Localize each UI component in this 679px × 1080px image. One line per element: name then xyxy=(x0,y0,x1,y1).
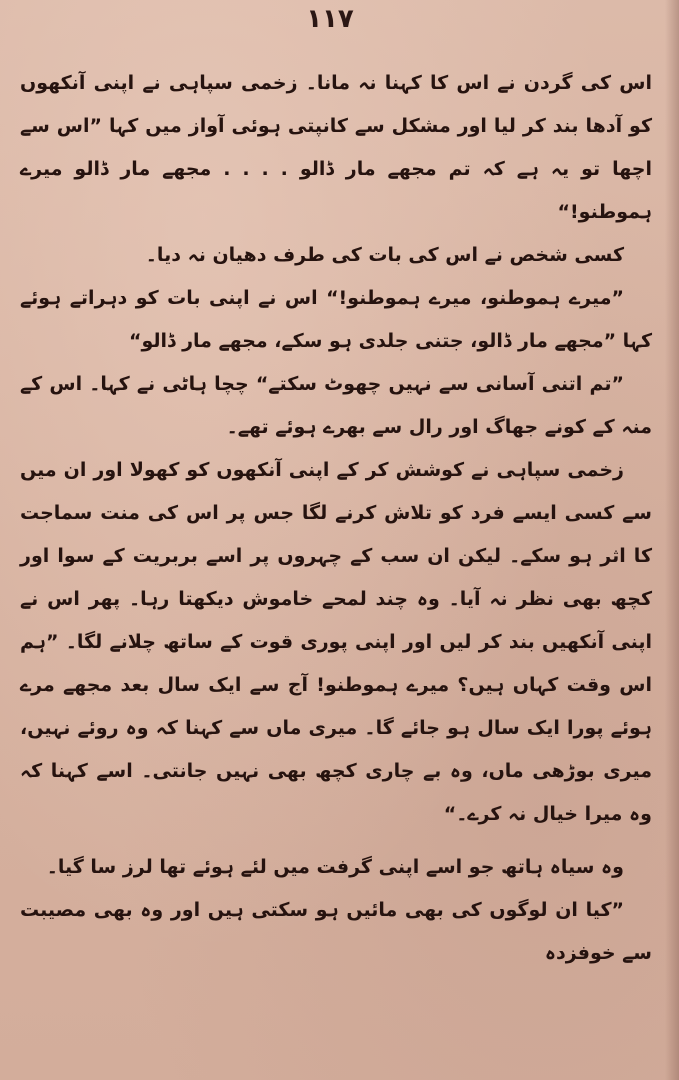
paragraph: ”میرے ہموطنو، میرے ہموطنو!“ اس نے اپنی بات کو دہراتے ہوئے کہا ”مجھے مار ڈالو، جتنی جلدی ہو سکے، مجھے مار ڈالو“ xyxy=(20,287,652,352)
body-text xyxy=(20,62,652,975)
paragraph: ”کیا ان لوگوں کی بھی مائیں ہو سکتی ہیں اور وہ بھی مصیبت سے خوفزدہ xyxy=(20,899,652,964)
paragraph: ”تم اتنی آسانی سے نہیں چھوٹ سکتے“ چچا ہاٹی نے کہا۔ اس کے منہ کے کونے جھاگ اور رال سے بھرے ہوئے تھے۔ xyxy=(20,373,652,438)
page-edge-shadow xyxy=(665,0,679,1080)
paragraph: وہ سیاہ ہاتھ جو اسے اپنی گرفت میں لئے ہوئے تھا لرز سا گیا۔ xyxy=(46,856,624,878)
paragraph: اس کی گردن نے اس کا کہنا نہ مانا۔ زخمی سپاہی نے اپنی آنکھوں کو آدھا بند کر لیا اور مشکل سے کانپتی ہوئی آواز میں کہا ”اس سے اچھا تو یہ ہے کہ تم مجھے مار ڈالو . . . . مجھے مار ڈالو میرے ہموطنو!“ xyxy=(20,72,652,223)
paragraph: کسی شخص نے اس کی بات کی طرف دھیان نہ دیا۔ xyxy=(145,244,624,266)
page-number: ۱۱۷ xyxy=(306,4,354,34)
paragraph: زخمی سپاہی نے کوشش کر کے اپنی آنکھوں کو کھولا اور ان میں سے کسی ایسے فرد کو تلاش کرنے لگا جس پر اس کی منت سماجت کا اثر ہو سکے۔ لیکن ان سب کے چہروں پر اسے بربریت کے سوا اور کچھ بھی نظر نہ آیا۔ وہ چند لمحے خاموش دیکھتا رہا۔ پھر اس نے اپنی آنکھیں بند کر لیں اور اپنی پوری قوت کے ساتھ چلانے لگا۔ ”ہم اس وقت کہاں ہیں؟ میرے ہموطنو! آج سے ایک سال بعد مجھے مرے ہوئے پورا ایک سال ہو جائے گا۔ میری ماں سے کہنا کہ وہ روئے نہیں، میری بوڑھی ماں، وہ بے چاری کچھ بھی نہیں جانتی۔ اسے کہنا کہ وہ میرا خیال نہ کرے۔“ xyxy=(20,459,652,825)
